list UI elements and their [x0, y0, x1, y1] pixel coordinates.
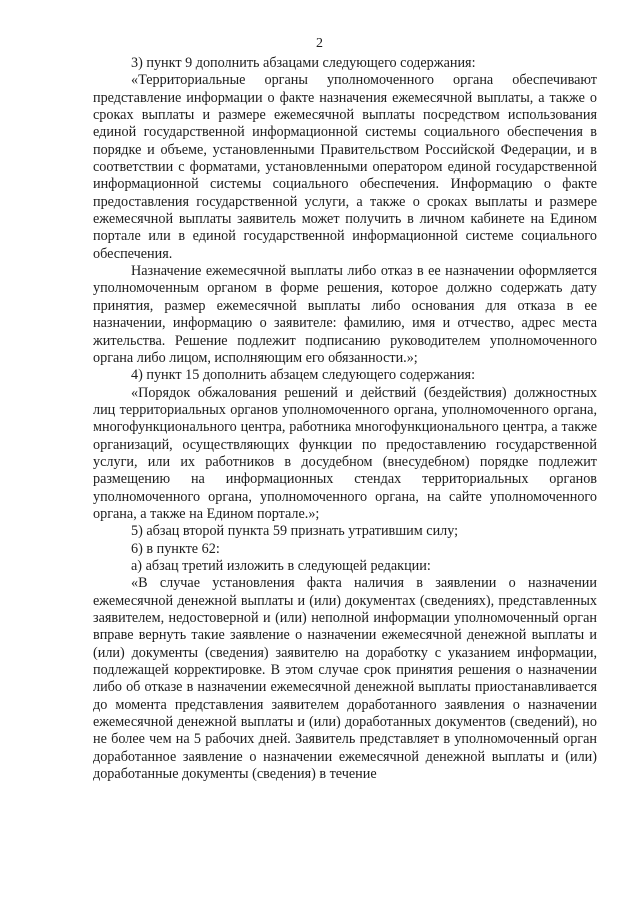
paragraph-amendment-5: 5) абзац второй пункта 59 признать утратившим силу;: [131, 523, 459, 540]
paragraph-decision-on-payment: Назначение ежемесячной выплаты либо отказ в ее назначении оформляется уполномоченным органом в форме решения, которое должно содержать дату принятия, размер ежемесячной выплаты либо основания для отказа в ее назначении, информацию о заявителе: фамилию, имя и отчество, адрес места жительства. Решение подлежит подписанию руководителем уполномоченного органа либо лицом, исполняющим его обязанности.»;: [93, 263, 597, 366]
document-body: [93, 55, 597, 783]
paragraph-amendment-6-intro: 6) в пункте 62:: [131, 540, 220, 557]
paragraph-appeal-procedure: «Порядок обжалования решений и действий (бездействия) должностных лиц территориальных органов уполномоченного органа, уполномоченного органа, многофункционального центра, работника многофункционального центра, а также организаций, осуществляющих функции по предоставлению государственной услуги, или их работников в досудебном (внесудебном) порядке подлежит размещению на информационных стендах территориальных органов уполномоченного органа, уполномоченного органа, на сайте уполномоченного органа, а также на Едином портале.»;: [93, 384, 597, 522]
paragraph-return-for-revision: «В случае установления факта наличия в заявлении о назначении ежемесячной денежной выплаты и (или) документах (сведениях), представленных заявителем, недостоверной и (или) неполной информации уполномоченный орган вправе вернуть такие заявление о назначении ежемесячной денежной выплаты и (или) документы (сведения) заявителю на доработку с указанием информации, подлежащей корректировке. В этом случае срок принятия решения о назначении либо об отказе в назначении ежемесячной денежной выплаты приостанавливается до момента представления заявителем доработанного заявления о назначении ежемесячной денежной выплаты и (или) доработанных документов (сведений), но не более чем на 5 рабочих дней. Заявитель представляет в уполномоченный орган доработанное заявление о назначении ежемесячной денежной выплаты и (или) доработанные документы (сведения) в течение: [93, 575, 597, 783]
paragraph-amendment-3-intro: 3) пункт 9 дополнить абзацами следующего содержания:: [131, 55, 476, 71]
paragraph-amendment-4-intro: 4) пункт 15 дополнить абзацем следующего содержания:: [131, 367, 476, 384]
paragraph-territorial-bodies-information: «Территориальные органы уполномоченного органа обеспечивают представление информации о факте назначения ежемесячной выплаты, а также о сроках выплаты и размере ежемесячной выплаты посредством использования единой государственной информационной системы социального обеспечения в порядке и объеме, установленными Правительством Российской Федерации, и в соответствии с форматами, установленными оператором единой государственной информационной системы социального обеспечения. Информацию о факте предоставления государственной услуги, а также о сроках выплаты и размере ежемесячной выплаты заявитель может получить в личном кабинете на Едином портале или в единой государственной информационной системе социального обеспечения.: [93, 72, 597, 262]
paragraph-amendment-6a-intro: а) абзац третий изложить в следующей редакции:: [131, 557, 431, 574]
page-number: 2: [316, 36, 323, 51]
